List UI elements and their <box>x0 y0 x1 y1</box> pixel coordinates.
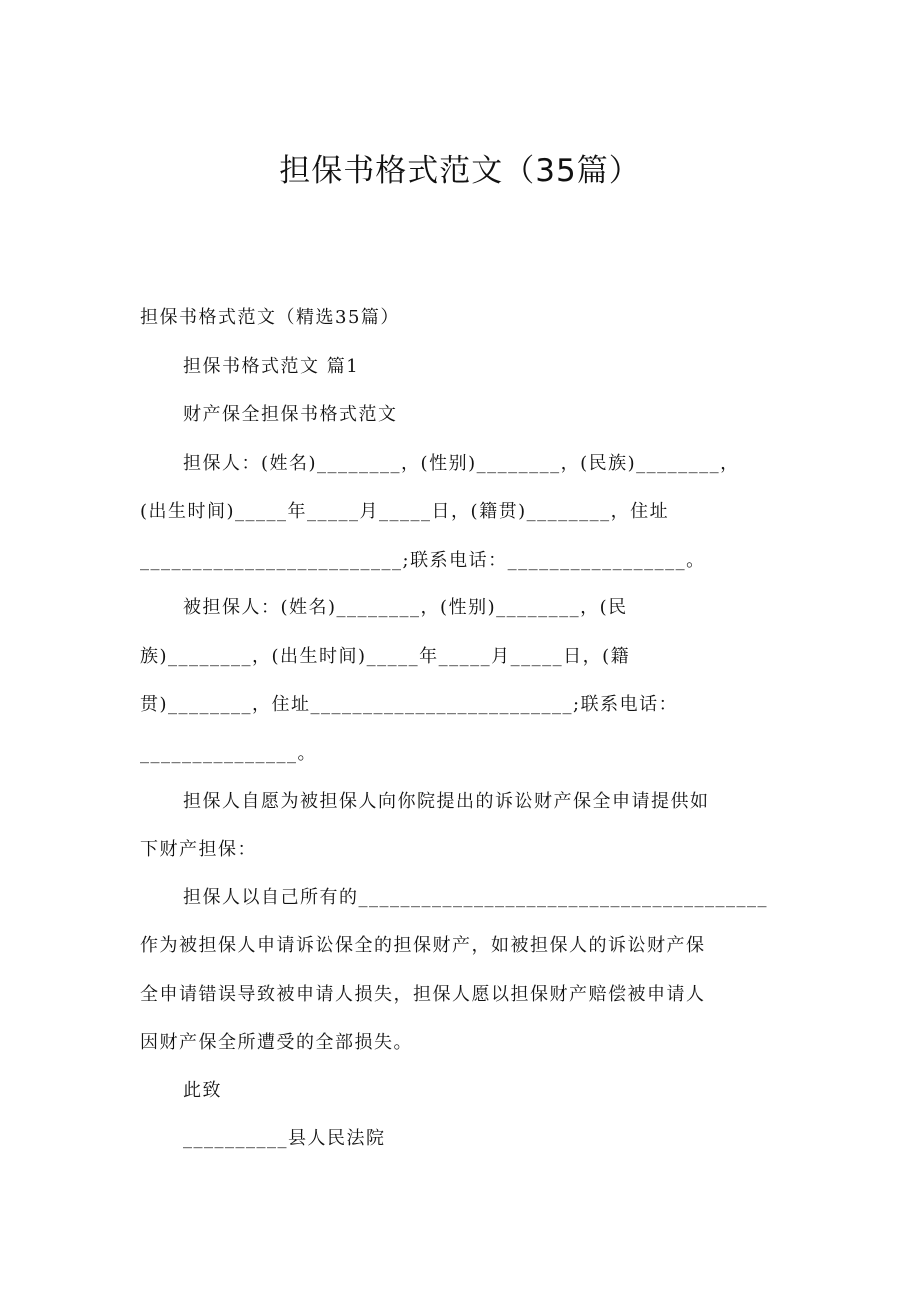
property-line-1: 担保人以自己所有的_______________________________________ <box>183 887 768 908</box>
document-title: 担保书格式范文（35篇） <box>279 153 641 189</box>
property-line-2: 作为被担保人申请诉讼保全的担保财产，如被担保人的诉讼财产保 <box>140 935 706 956</box>
guaranteed-info-line-4: _______________。 <box>140 743 317 764</box>
property-line-4: 因财产保全所遭受的全部损失。 <box>140 1032 413 1053</box>
court-recipient: __________县人民法院 <box>183 1128 386 1149</box>
section-heading: 担保书格式范文 篇1 <box>183 356 360 377</box>
statement-line-2: 下财产担保： <box>140 839 257 860</box>
guarantor-info-line-1: 担保人：(姓名)________，(性别)________，(民族)________， <box>183 453 740 474</box>
guarantor-info-line-2: (出生时间)_____年_____月_____日，(籍贯)________，住址 <box>140 501 670 522</box>
guaranteed-info-line-1: 被担保人：(姓名)________，(性别)________，(民 <box>183 597 628 618</box>
property-line-3: 全申请错误导致被申请人损失，担保人愿以担保财产赔偿被申请人 <box>140 984 706 1005</box>
salutation: 此致 <box>183 1080 222 1101</box>
statement-line-1: 担保人自愿为被担保人向你院提出的诉讼财产保全申请提供如 <box>183 791 710 812</box>
guarantor-info-line-3: _________________________;联系电话：_________________。 <box>140 550 706 571</box>
section-title: 财产保全担保书格式范文 <box>183 404 398 425</box>
document-subtitle: 担保书格式范文（精选35篇） <box>140 307 400 328</box>
guaranteed-info-line-3: 贯)________，住址_________________________;联系电话： <box>140 694 679 715</box>
guaranteed-info-line-2: 族)________，(出生时间)_____年_____月_____日，(籍 <box>140 646 631 667</box>
